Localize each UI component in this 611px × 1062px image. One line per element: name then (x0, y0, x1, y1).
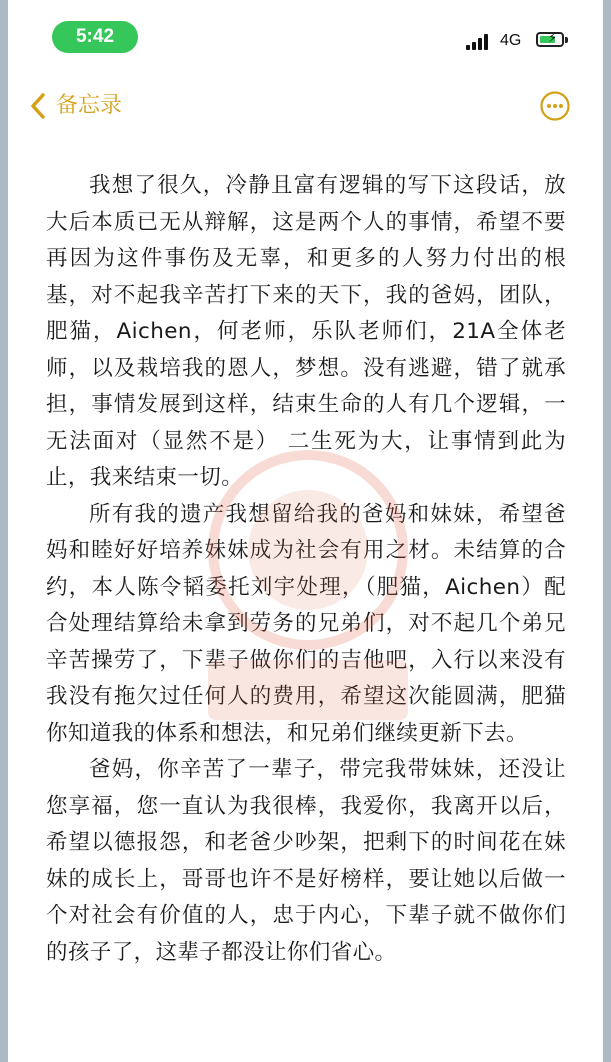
battery-tip (565, 37, 568, 43)
back-button-label[interactable]: 备忘录 (56, 93, 123, 118)
chevron-left-icon[interactable] (26, 92, 52, 120)
note-paragraph: 爸妈，你辛苦了一辈子，带完我带妹妹，还没让您享福，您一直认为我很棒，我爱你，我离开以后，希望以德报怨，和老爸少吵架，把剩下的时间花在妹妹的成长上，哥哥也许不是好榜样，要让她以后做一个对社会有价值的人，忠于内心，下辈子就不做你们的孩子了，这辈子都没让你们省心。 (46, 757, 566, 965)
status-bar (8, 0, 603, 74)
note-body[interactable] (46, 168, 566, 971)
note-paragraph: 我想了很久，冷静且富有逻辑的写下这段话，放大后本质已无从辩解，这是两个人的事情，希望不要再因为这件事伤及无辜，和更多的人努力付出的根基，对不起我辛苦打下来的天下，我的爸妈，团队，肥猫，Aichen，何老师，乐队老师们，21A全体老师，以及栽培我的恩人，梦想。没有逃避，错了就承担，事情发展到这样，结束生命的人有几个逻辑，一无法面对（显然不是） 二生死为大，让事情到此为止，我来结束一切。 (46, 173, 566, 490)
ellipsis-circle-icon[interactable] (539, 90, 571, 122)
phone-screen (8, 0, 603, 1062)
note-paragraph: 所有我的遗产我想留给我的爸妈和妹妹，希望爸妈和睦好好培养妹妹成为社会有用之材。未结算的合约，本人陈令韬委托刘宇处理，（肥猫，Aichen）配合处理结算给未拿到劳务的兄弟们，对不起几个弟兄辛苦操劳了，下辈子做你们的吉他吧，入行以来没有我没有拖欠过任何人的费用，希望这次能圆满，肥猫你知道我的体系和想法，和兄弟们继续更新下去。 (46, 501, 566, 746)
nav-bar (8, 78, 603, 134)
signal-icon (466, 34, 492, 50)
status-time[interactable]: 5:42 (52, 21, 138, 53)
battery-icon: ⚡ (536, 32, 564, 47)
network-type: 4G (500, 32, 522, 49)
